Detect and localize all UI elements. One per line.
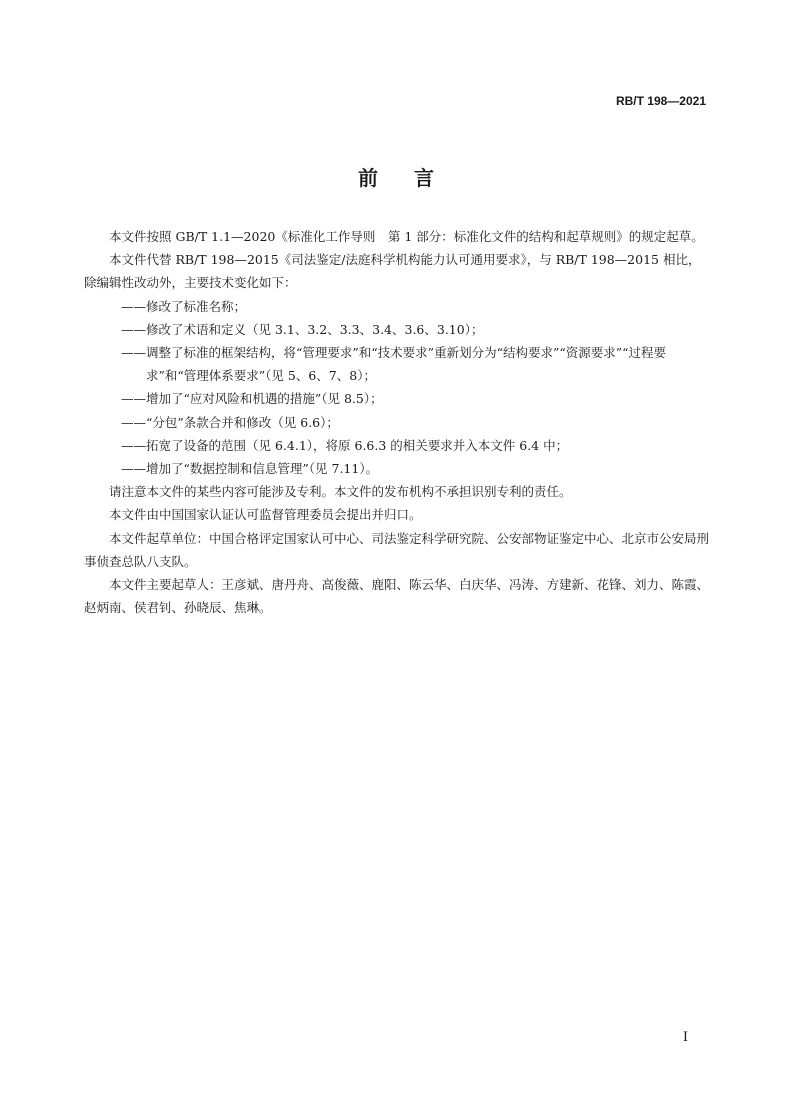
change-item: ——调整了标准的框架结构，将“管理要求”和“技术要求”重新划分为“结构要求”“资源要求”“过程要求”和“管理体系要求”（见 5、6、7、8）； (121, 345, 667, 384)
change-item: ——修改了术语和定义（见 3.1、3.2、3.3、3.4、3.6、3.10）； (121, 321, 484, 337)
standard-code: RB/T 198—2021 (615, 94, 706, 108)
paragraph-patent: 请注意本文件的某些内容可能涉及专利。本文件的发布机构不承担识别专利的责任。 (109, 484, 572, 500)
change-item: ——增加了“数据控制和信息管理”（见 7.11）。 (121, 461, 379, 477)
change-item: ——“分包”条款合并和修改（见 6.6）； (121, 414, 339, 430)
page-number: I (682, 1030, 688, 1045)
paragraph-proposer: 本文件由中国国家认证认可监督管理委员会提出并归口。 (109, 507, 422, 523)
page-title: 前言 (358, 166, 470, 190)
change-item: ——修改了标准名称； (121, 298, 247, 314)
paragraph-drafters: 本文件主要起草人：王彦斌、唐丹舟、高俊薇、鹿阳、陈云华、白庆华、冯涛、方建新、花锋、刘力、陈霞、赵炳南、侯君钊、孙晓辰、焦琳。 (84, 577, 710, 616)
change-item: ——增加了“应对风险和机遇的措施”（见 8.5）； (121, 391, 383, 407)
change-item: ——拓宽了设备的范围（见 6.4.1），将原 6.6.3 的相关要求并入本文件 6.4 中； (121, 437, 569, 453)
paragraph-replaces: 本文件代替 RB/T 198—2015《司法鉴定/法庭科学机构能力认可通用要求》，与 RB/T 198—2015 相比，除编辑性改动外，主要技术变化如下： (84, 252, 701, 291)
foreword-body (84, 225, 710, 619)
paragraph-basis: 本文件按照 GB/T 1.1—2020《标准化工作导则 第 1 部分：标准化文件的结构和起草规则》的规定起草。 (109, 229, 704, 244)
paragraph-drafting-units: 本文件起草单位：中国合格评定国家认可中心、司法鉴定科学研究院、公安部物证鉴定中心、北京市公安局刑事侦查总队八支队。 (84, 530, 710, 569)
